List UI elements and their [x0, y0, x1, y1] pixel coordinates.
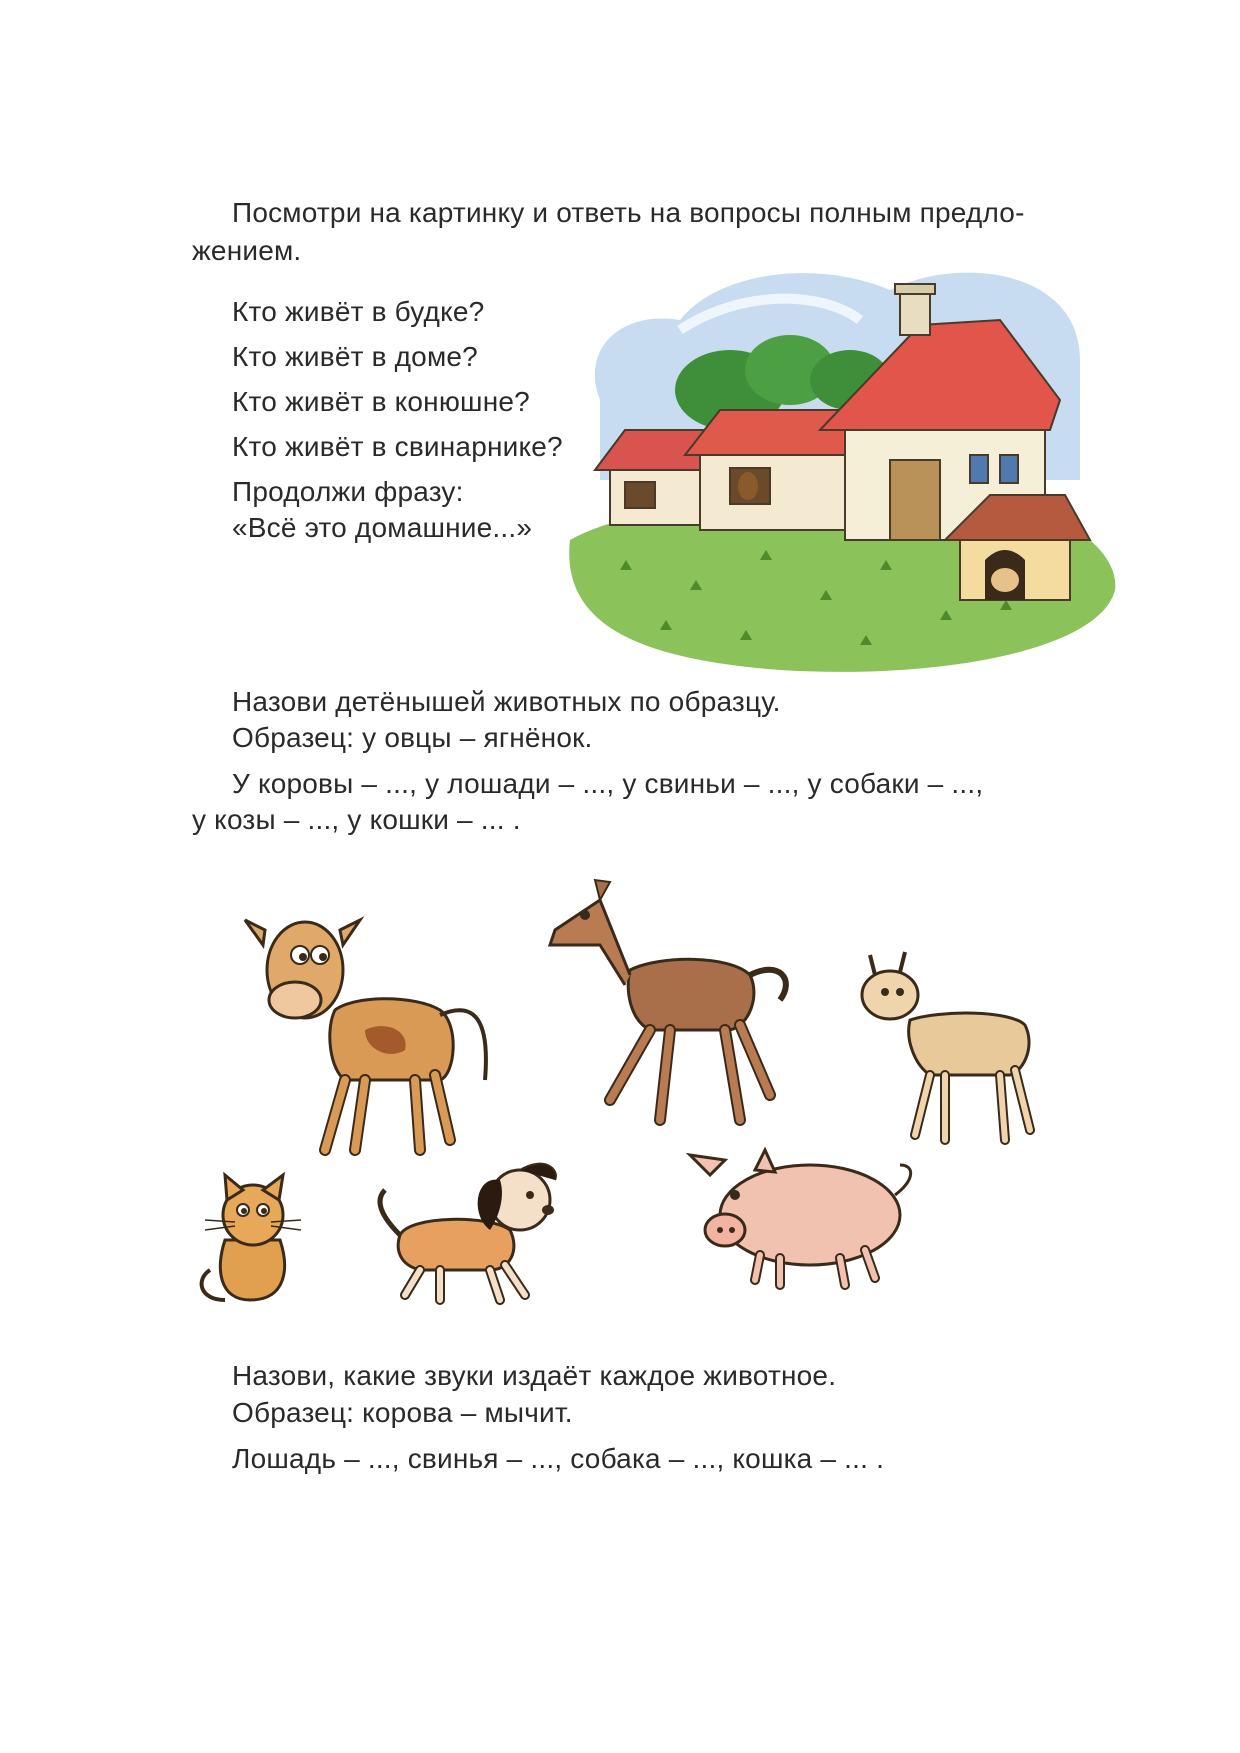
puppy-illustration	[370, 1155, 570, 1305]
babies-example: Образец: у овцы – ягнёнок.	[232, 722, 593, 753]
continue-label: Продолжи фразу:	[232, 476, 464, 507]
farm-scene-illustration	[560, 250, 1120, 680]
sounds-instruction: Назови, какие звуки издаёт каждое животное.	[232, 1360, 837, 1391]
calf-illustration	[245, 900, 505, 1170]
question-4: Кто живёт в свинарнике?	[232, 431, 563, 462]
question-3: Кто живёт в конюшне?	[232, 386, 530, 417]
question-1: Кто живёт в будке?	[232, 296, 485, 327]
piglet-illustration	[680, 1140, 920, 1290]
sounds-line: Лошадь – ..., свинья – ..., собака – ..., кошка – ... .	[232, 1443, 885, 1474]
intro-line-2: жением.	[192, 235, 302, 266]
kitten-illustration	[195, 1160, 315, 1310]
intro-line-1: Посмотри на картинку и ответь на вопросы полным предло-	[232, 197, 1025, 228]
babies-line-1: У коровы – ..., у лошади – ..., у свиньи – ..., у собаки – ...,	[232, 768, 984, 799]
babies-line-2: у козы – ..., у кошки – ... .	[192, 804, 521, 835]
continue-phrase: «Всё это домашние...»	[232, 512, 533, 543]
foal-illustration	[540, 860, 800, 1150]
kid-goat-illustration	[850, 950, 1050, 1150]
sounds-example: Образец: корова – мычит.	[232, 1397, 573, 1428]
question-2: Кто живёт в доме?	[232, 341, 478, 372]
babies-instruction: Назови детёнышей животных по образцу.	[232, 686, 781, 717]
